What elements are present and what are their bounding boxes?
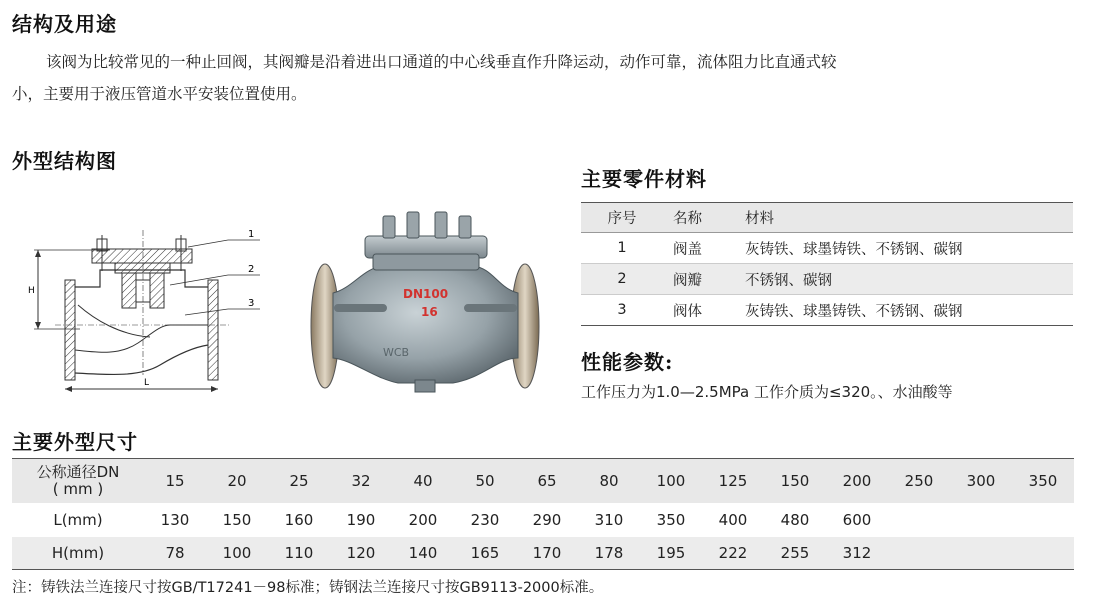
dimensions-row-h (12, 537, 1074, 570)
dimension-cell: 200 (392, 503, 454, 537)
dimension-cell (888, 537, 950, 570)
dimension-cell: 312 (826, 537, 888, 570)
parts-header-index: 序号 (581, 203, 663, 233)
dimension-cell: 40 (392, 459, 454, 504)
dimension-cell (1012, 503, 1074, 537)
dimension-cell (888, 503, 950, 537)
dimension-cell: 170 (516, 537, 578, 570)
section-title-performance: 性能参数: (581, 350, 674, 374)
dimension-cell: 480 (764, 503, 826, 537)
dimension-cell: 222 (702, 537, 764, 570)
description-paragraph (12, 46, 1082, 110)
parts-header-material: 材料 (744, 203, 1073, 233)
dimension-cell: 350 (1012, 459, 1074, 504)
parts-cell-index: 2 (581, 264, 663, 295)
dimension-cell: 165 (454, 537, 516, 570)
dimension-cell: 600 (826, 503, 888, 537)
marking-pressure: 16 (421, 305, 438, 319)
dimension-cell: 125 (702, 459, 764, 504)
dimension-cell: 140 (392, 537, 454, 570)
dimension-cell: 78 (144, 537, 206, 570)
callout-1: 1 (248, 229, 255, 240)
dimension-cell: 310 (578, 503, 640, 537)
dimension-cell: 80 (578, 459, 640, 504)
callout-3: 3 (248, 298, 255, 309)
dimension-cell (950, 503, 1012, 537)
dimension-cell: 150 (206, 503, 268, 537)
callout-2: 2 (248, 264, 255, 275)
dn-label (12, 459, 144, 504)
h-label: H(mm) (12, 537, 144, 570)
dimension-l-label: L (144, 378, 150, 388)
dimension-cell: 160 (268, 503, 330, 537)
parts-cell-index: 3 (581, 295, 663, 326)
dimension-cell: 178 (578, 537, 640, 570)
marking-dn: DN100 (403, 287, 449, 301)
dimensions-table (12, 458, 1074, 570)
dimension-cell: 65 (516, 459, 578, 504)
performance-text: 工作压力为1.0—2.5MPa 工作介质为≤320。、水油酸等 (581, 383, 953, 401)
dimension-cell: 50 (454, 459, 516, 504)
dimension-cell: 200 (826, 459, 888, 504)
dimension-cell (950, 537, 1012, 570)
parts-cell-material: 灰铸铁、球墨铸铁、不锈钢、碳钢 (744, 233, 1073, 264)
dimension-cell: 20 (206, 459, 268, 504)
section-title-structure: 结构及用途 (12, 12, 117, 36)
dimension-cell (1012, 537, 1074, 570)
valve-cross-section-drawing (20, 225, 270, 400)
dimension-cell: 230 (454, 503, 516, 537)
section-title-parts: 主要零件材料 (581, 167, 707, 191)
dimension-h-label: H (28, 286, 35, 296)
dimension-cell: 32 (330, 459, 392, 504)
dimension-cell: 110 (268, 537, 330, 570)
marking-material: WCB (383, 346, 410, 359)
description-line-2: 小，主要用于液压管道水平安装位置使用。 (12, 85, 307, 103)
parts-header-row (581, 203, 1073, 233)
dimension-cell: 150 (764, 459, 826, 504)
parts-materials-table (581, 202, 1073, 326)
section-title-dimensions: 主要外型尺寸 (12, 430, 138, 454)
parts-cell-material: 灰铸铁、球墨铸铁、不锈钢、碳钢 (744, 295, 1073, 326)
parts-row (581, 233, 1073, 264)
valve-product-photo (303, 208, 548, 398)
dimension-cell: 120 (330, 537, 392, 570)
dimensions-row-dn (12, 459, 1074, 504)
dimension-cell: 130 (144, 503, 206, 537)
parts-header-name: 名称 (663, 203, 744, 233)
parts-cell-name: 阀瓣 (663, 264, 744, 295)
parts-cell-material: 不锈钢、碳钢 (744, 264, 1073, 295)
dimensions-row-l (12, 503, 1074, 537)
description-line-1: 该阀为比较常见的一种止回阀，其阀瓣是沿着进出口通道的中心线垂直作升降运动，动作可靠，流体阻力比直通式较 (46, 53, 837, 71)
dn-label-line2: ( mm ) (52, 480, 104, 498)
dimension-cell: 190 (330, 503, 392, 537)
dimension-cell: 255 (764, 537, 826, 570)
parts-cell-index: 1 (581, 233, 663, 264)
dimension-cell: 300 (950, 459, 1012, 504)
dimension-cell: 195 (640, 537, 702, 570)
parts-row (581, 264, 1073, 295)
dimension-cell: 15 (144, 459, 206, 504)
parts-row (581, 295, 1073, 326)
footnote: 注：铸铁法兰连接尺寸按GB/T17241－98标准；铸钢法兰连接尺寸按GB9113-2000标准。 (12, 580, 604, 596)
parts-cell-name: 阀盖 (663, 233, 744, 264)
dimension-cell: 400 (702, 503, 764, 537)
dimension-cell: 100 (206, 537, 268, 570)
dn-label-line1: 公称通径DN (36, 463, 120, 481)
section-title-drawing: 外型结构图 (12, 149, 117, 173)
l-label: L(mm) (12, 503, 144, 537)
dimension-cell: 25 (268, 459, 330, 504)
parts-cell-name: 阀体 (663, 295, 744, 326)
dimension-cell: 290 (516, 503, 578, 537)
dimension-cell: 100 (640, 459, 702, 504)
dimension-cell: 250 (888, 459, 950, 504)
dimension-cell: 350 (640, 503, 702, 537)
